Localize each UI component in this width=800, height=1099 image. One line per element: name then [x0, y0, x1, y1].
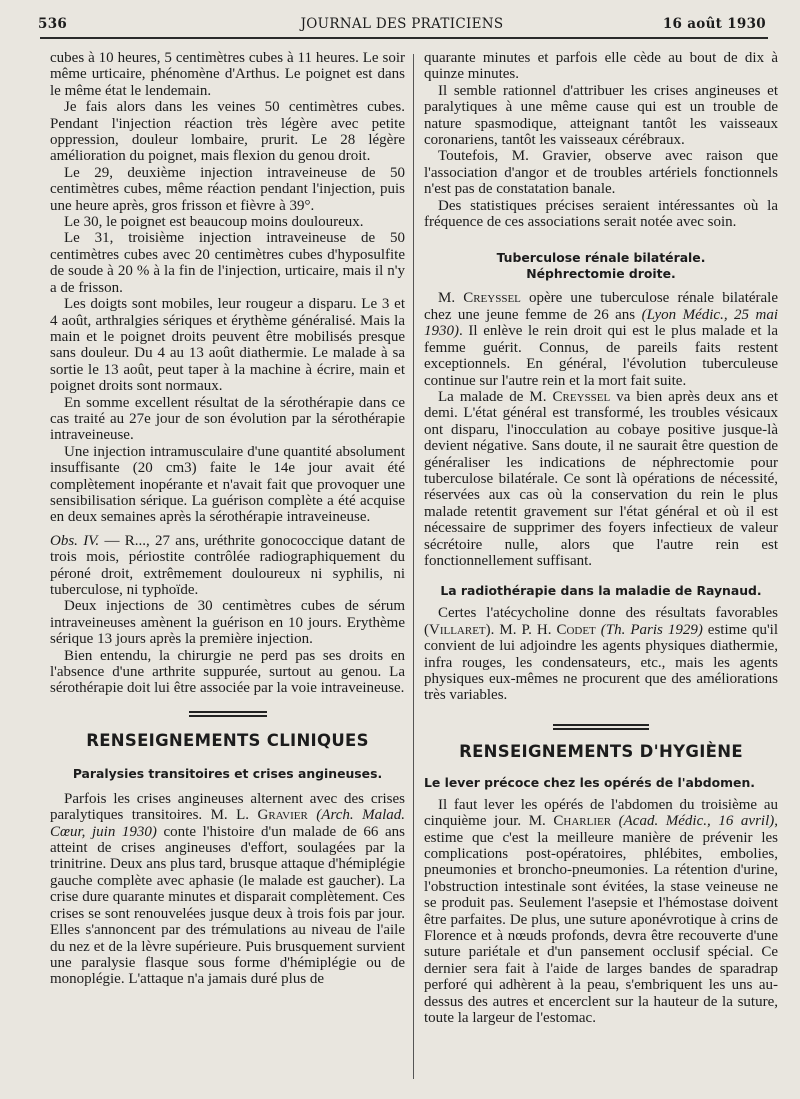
section-separator — [553, 724, 649, 730]
paragraph: Deux injections de 30 centimètres cubes de sérum intraveineuses amènent la guérison en 10 jours. Erythème sérique 13 jours après la première injection. — [50, 598, 405, 648]
text: va bien après deux ans et demi. L'état général est transformé, les troubles vésicaux ont disparu, l'inocculation au cobaye positive jusque-là devient négative. Sans doute, il ne saurait être question de généraliser les indications de néphrectomie pour tuberculose bilatérale. Ce sont là opérations de nécessité, réservées aux cas où la conservation du rein le plus malade retentit gravement sur l'état général et où il est nécessaire de supprimer des foyers infectieux de valeur sécrétoire nulle, alors que l'autre rein est fonctionnellement suffisant. — [424, 388, 779, 569]
paragraph: Les doigts sont mobiles, leur rougeur a disparu. Le 3 et 4 août, arthralgies sériques et érythème généralisé. Mais la main et le poignet droits peuvent être mobilisés presque sans douleur. Du 4 au 13 août diathermie. Le malade à sa sortie le 13 août, peut taper à la machine à écrire, main et poignet droits sont normaux. — [50, 296, 405, 395]
section-title-cliniques: RENSEIGNEMENTS CLINIQUES — [86, 730, 369, 750]
text: Certes l'atécycholine donne des résultats favorables ( — [424, 605, 778, 638]
author-name: Creyssel — [463, 290, 521, 307]
author-name: Codet — [556, 621, 596, 638]
header-rule — [40, 37, 768, 39]
text: . Il enlève le rein droit qui est le plus malade et la femme guérit. Connus, de pareils faits restent exceptionnels. En général, l'évolution tuberculeuse continue sur l'autre rein et la mort fait suite. — [424, 323, 778, 389]
paragraph: cubes à 10 heures, 5 centimètres cubes à 11 heures. Le soir même urticaire, phénomène d'Arthus. Le poignet est dans le même état le lendemain. — [50, 50, 405, 99]
paragraph: quarante minutes et parfois elle cède au bout de dix à quinze minutes. — [424, 50, 778, 83]
section-title-hygiene: RENSEIGNEMENTS D'HYGIÈNE — [459, 741, 743, 761]
text: La malade de M. — [438, 388, 553, 405]
subsection-title: Paralysies transitoires et crises angineuses. — [72, 765, 383, 781]
reference: (Acad. Médic., 16 avril) — [611, 813, 775, 830]
section-separator — [189, 711, 267, 717]
subsection-title: Le lever précoce chez les opérés de l'abdomen. — [424, 774, 755, 790]
issue-date: 16 août 1930 — [662, 16, 766, 32]
paragraph — [424, 797, 778, 1027]
reference: (Th. Paris 1929) — [595, 621, 703, 638]
observation-text: — R..., 27 ans, uréthrite gonococcique datant de trois mois, périostite contrôlée radiographiquement du péroné droit, extrêmement douloureux ni syphilis, ni tuberculose, ni typhoïde. — [50, 532, 405, 598]
text: , estime que c'est la meilleure manière de prévenir les complications post-opératoires, phlébites, embolies, pneumonies et broncho-pneumonies. La rétention d'urine, l'obstruction intestinale sont évitées, la stase veineuse ne se produit pas. Seulement l'asepsie et l'hémostase doivent être parfaites. De plus, une suture aponévrotique à crins de Florence et à nœuds profonds, devra être recouverte d'une suture pariétale et d'un pansement occlusif spécial. Ce dernier sera fait à l'aide de larges bandes de sparadrap perforé qui adhèrent à la peau, s'embriquent les uns au-dessus des autres et encerclent sur la hauteur de la suture, toute la largeur de l'estomac. — [424, 813, 778, 1027]
subsection-title: La radiothérapie dans la maladie de Raynaud. — [440, 583, 762, 599]
paragraph: Le 30, le poignet est beaucoup moins douloureux. — [64, 214, 364, 231]
text: Parfois les crises angineuses alternent avec des crises paralytiques transitoires. M. L. — [50, 790, 405, 824]
paragraph: Il semble rationnel d'attribuer les crises angineuses et paralytiques à une même cause qui est un trouble de nature spasmodique, atteignant tantôt les vaisseaux coronariens, tantôt les vaisseaux cérébraux. — [424, 82, 778, 149]
subsection-title: Tuberculose rénale bilatérale. — [496, 250, 706, 266]
paragraph: Je fais alors dans les veines 50 centimètres cubes. Pendant l'injection réaction très légère avec petite oppression, douleur lombaire, prurit. Le 28 légère amélioration du poignet, mais flexion du genou droit. — [50, 99, 405, 165]
author-name: Gravier — [257, 807, 308, 824]
journal-title: JOURNAL DES PRATICIENS — [300, 16, 504, 32]
paragraph — [50, 791, 405, 988]
paragraph: Une injection intramusculaire d'une quantité absolument insuffisante (20 cm3) faite le 14e jour avait été complètement inopérante et n'avait fait que provoquer une sensibilisation sérique. La guérison complète a été acquise en deux semaines après la sérothérapie intraveineuse. — [50, 443, 405, 526]
text: estime qu'il convient de lui adjoindre les agents physiques diathermie, infra rouges, les condensateurs, etc., mais les agents physiques eux-mêmes ne procurent que des améliorations très variables. — [424, 621, 778, 704]
paragraph — [424, 605, 778, 703]
author-name: Villaret — [429, 621, 486, 638]
paragraph: Toutefois, M. Gravier, observe avec raison que l'association d'angor et de troubles artériels fonctionnels n'est pas de constatation banale. — [424, 148, 778, 198]
paragraph — [424, 389, 778, 569]
observation-paragraph — [50, 533, 405, 599]
left-column — [50, 50, 405, 988]
paragraph — [424, 290, 778, 388]
column-divider — [413, 54, 414, 1079]
subsection-title: Néphrectomie droite. — [526, 266, 676, 282]
text: ). M. P. H. — [485, 621, 557, 638]
author-name: Charlier — [553, 813, 612, 830]
author-name: Creyssel — [552, 388, 611, 405]
text: conte l'histoire d'un malade de 66 ans atteint de crises angineuses d'effort, soulagées par la trinitrine. Deux ans plus tard, brusque attaque d'hémiplégie gauche complète avec aphasie (le malade est gaucher). La crise dure quarante minutes et disparait complètement. Ces crises se sont renouvelées jusque deux à trois fois par jour. Elles s'annoncent par des trémulations au niveau de l'aile du nez et de la lèvre supérieure. Puis brusquement survient une paralysie flasque sous forme d'hémiplégie ou de monoplégie. L'attaque n'a jamais duré plus de — [50, 823, 406, 988]
page-number: 536 — [38, 16, 68, 32]
text: Il faut lever les opérés de l'abdomen du troisième au cinquième jour. M. — [424, 796, 778, 830]
reference: (Arch. Malad. Cœur, juin 1930) — [50, 807, 405, 840]
paragraph: En somme excellent résultat de la sérothérapie dans ce cas traité au 27e jour de son évolution par la sérothérapie intraveineuse. — [50, 394, 405, 444]
observation-label: Obs. IV. — [50, 532, 100, 549]
reference: (Lyon Médic., 25 mai 1930) — [424, 306, 778, 340]
paragraph: Bien entendu, la chirurgie ne perd pas ses droits en l'absence d'une arthrite suppurée, surtout au genou. La sérothérapie doit lui être associée par la voie intraveineuse. — [50, 647, 405, 697]
text: M. — [438, 290, 464, 307]
right-column — [424, 50, 778, 1027]
page-header — [38, 16, 766, 38]
paragraph: Le 29, deuxième injection intraveineuse de 50 centimètres cubes, même réaction pendant l'injection, puis une heure après, gros frisson et fièvre à 39°. — [50, 164, 405, 214]
paragraph: Le 31, troisième injection intraveineuse de 50 centimètres cubes avec 20 centimètres cubes d'hyposulfite de soude à 20 % à la fin de l'injection, urticaire, mais il n'y a de frisson. — [50, 230, 405, 296]
text: opère une tuberculose rénale bilatérale chez une jeune femme de 26 ans — [424, 290, 778, 323]
paragraph: Des statistiques précises seraient intéressantes où la fréquence de ces associations serait notée avec soin. — [424, 197, 778, 231]
